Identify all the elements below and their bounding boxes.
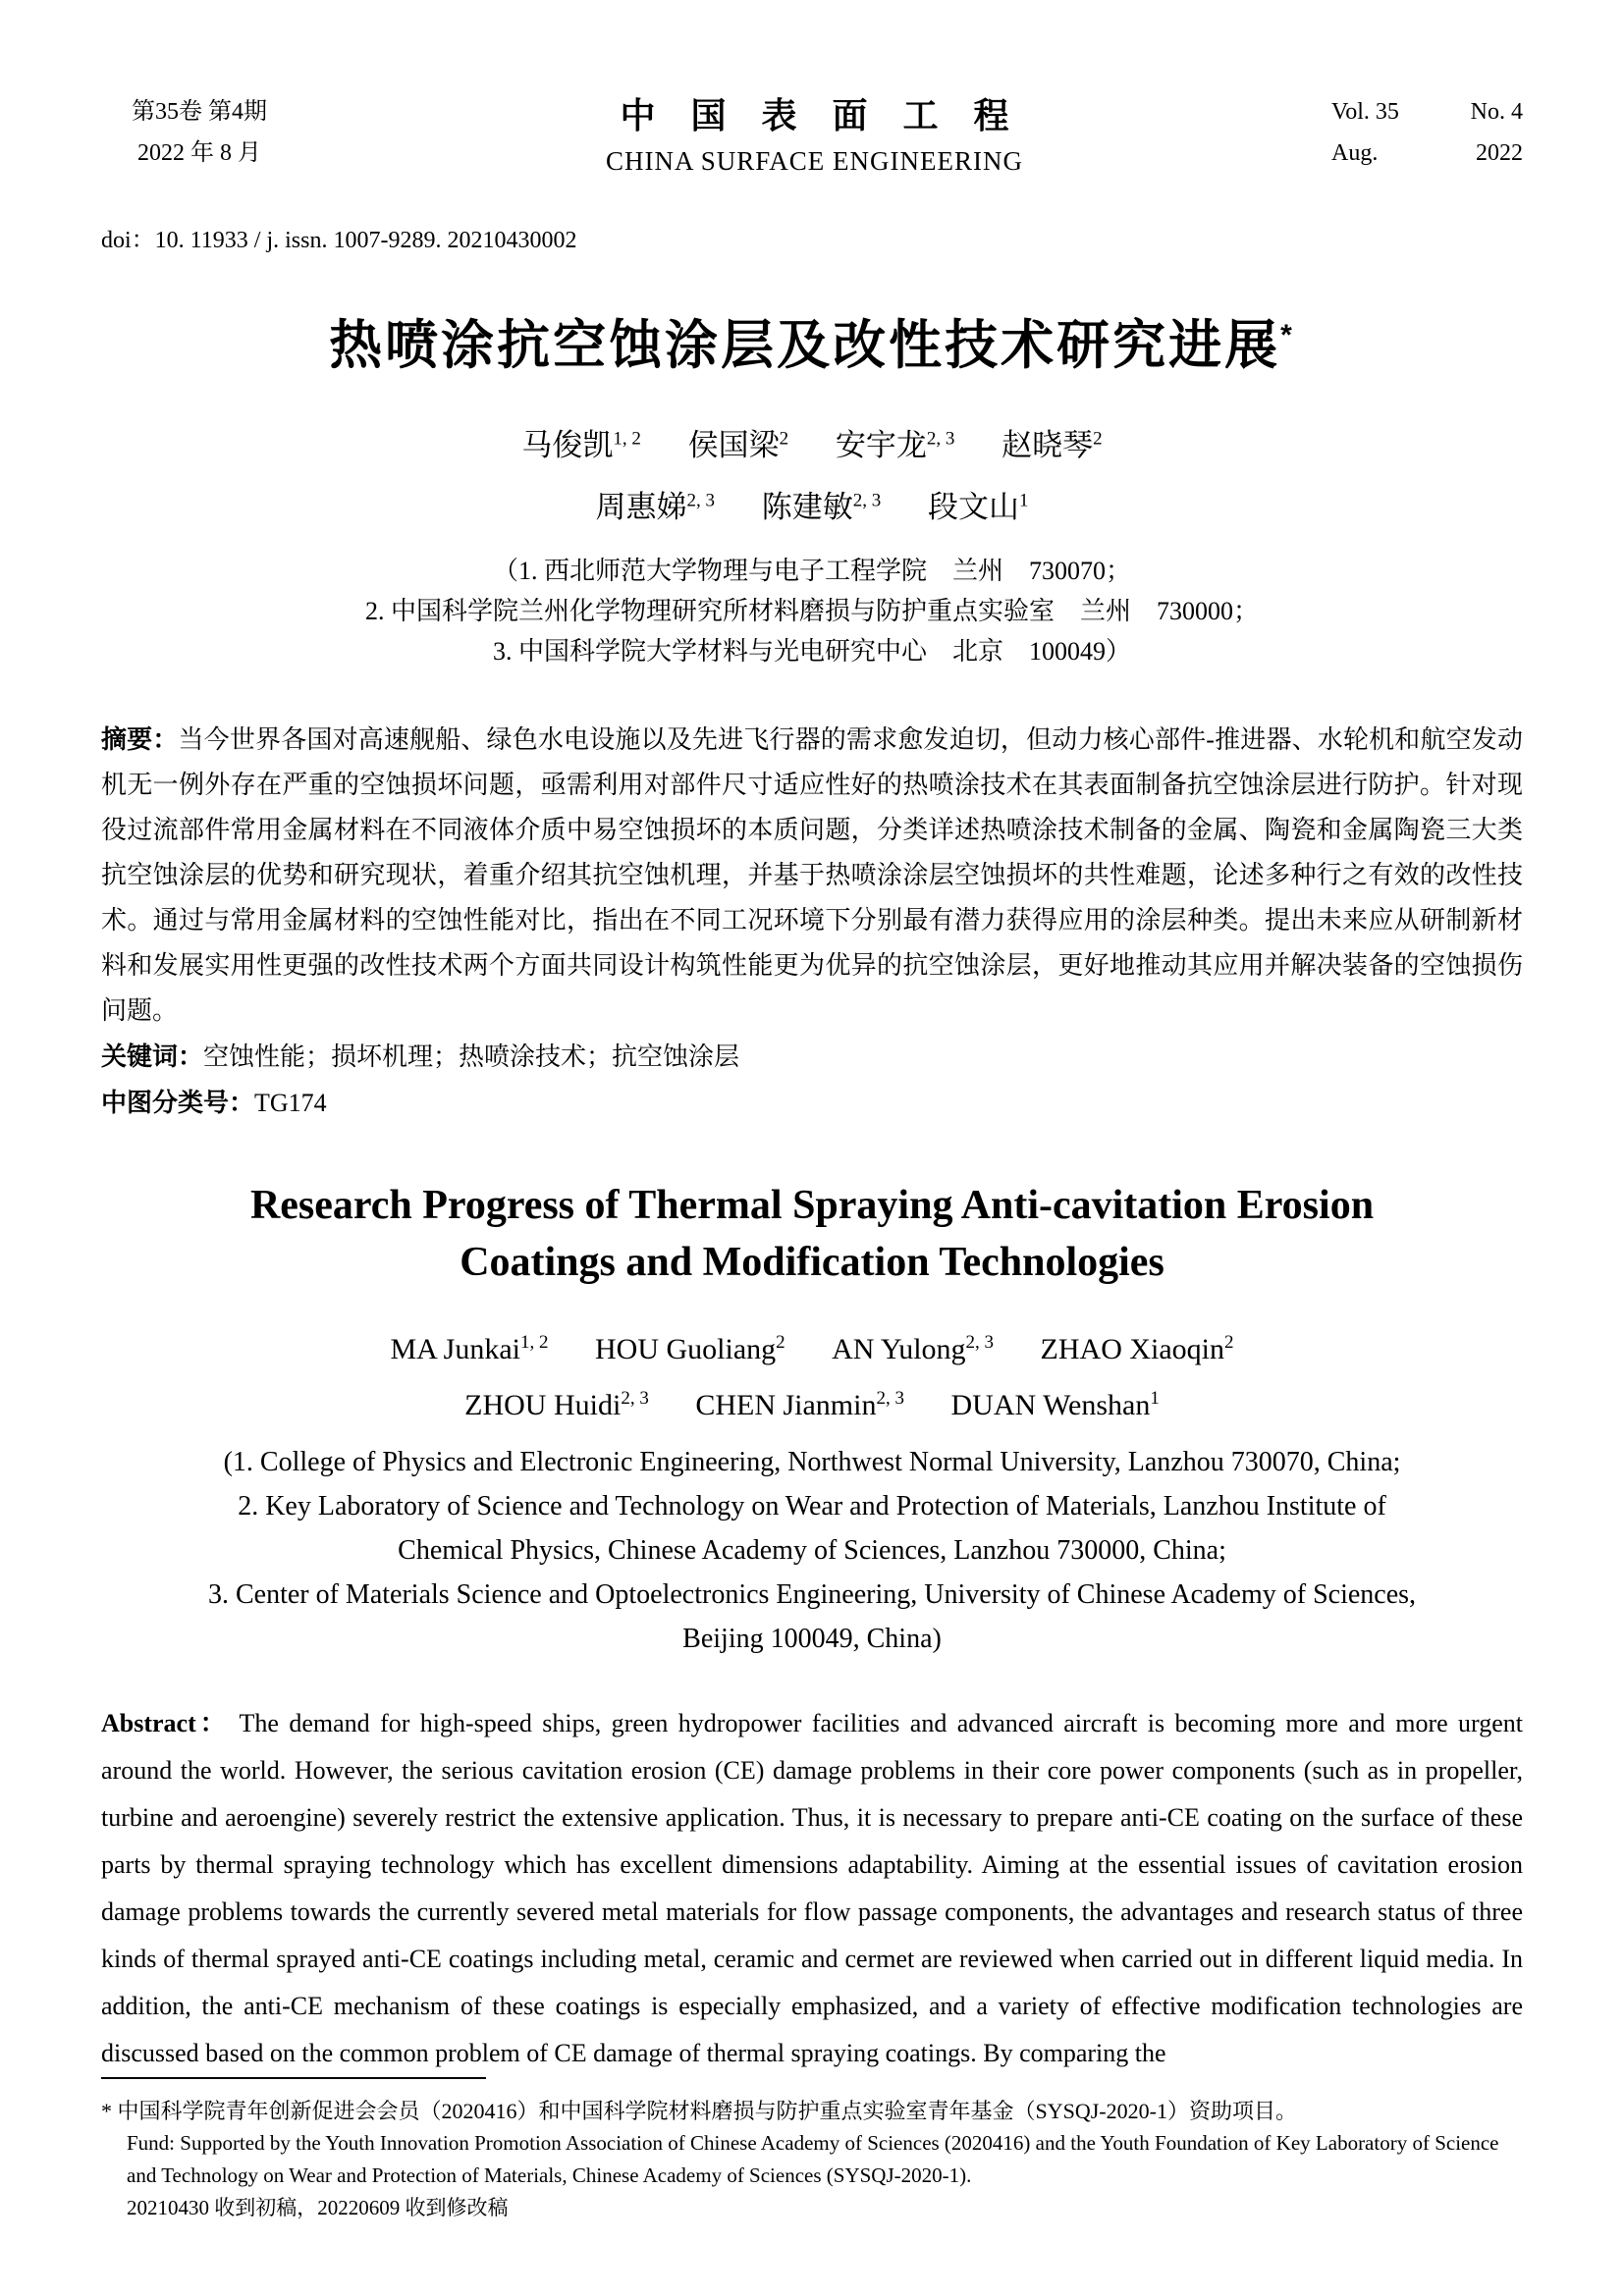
- abstract-en-label: Abstract：: [101, 1708, 230, 1737]
- author-cn: [688, 428, 789, 462]
- author-affiliation-sup: 1, 2: [613, 429, 641, 450]
- affiliation-en-line: (1. College of Physics and Electronic Engineering, Northwest Normal University, Lanzhou 730070, China;: [223, 1446, 1401, 1477]
- issue-info: [101, 91, 298, 174]
- footnote-rule: [101, 2077, 486, 2079]
- abstract-cn-text: 当今世界各国对高速舰船、绿色水电设施以及先进飞行器的需求愈发迫切，但动力核心部件-推进器、水轮机和航空发动机无一例外存在严重的空蚀损坏问题，亟需利用对部件尺寸适应性好的热喷涂技术在其表面制备抗空蚀涂层进行防护。针对现役过流部件常用金属材料在不同液体介质中易空蚀损坏的本质问题，分类详述热喷涂技术制备的金属、陶瓷和金属陶瓷三大类抗空蚀涂层的优势和研究现状，着重介绍其抗空蚀机理，并基于热喷涂涂层空蚀损坏的共性难题，论述多种行之有效的改性技术。通过与常用金属材料的空蚀性能对比，指出在不同工况环境下分别最有潜力获得应用的涂层种类。提出未来应从研制新材料和发展实用性更强的改性技术两个方面共同设计构筑性能更为优异的抗空蚀涂层，更好地推动其应用并解决装备的空蚀损伤问题。: [101, 724, 1523, 1025]
- year-en: 2022: [1476, 140, 1523, 166]
- volume-en: Vol. 35: [1331, 99, 1399, 125]
- keywords-label: 关键词：: [101, 1041, 204, 1071]
- author-affiliation-sup: 2: [1093, 429, 1103, 450]
- author-affiliation-sup: 1: [1019, 490, 1029, 511]
- author-en: [695, 1389, 904, 1421]
- author-en: [950, 1389, 1159, 1421]
- journal-name-cn: 中国表面工程: [620, 95, 1045, 135]
- affiliations-en: [101, 1440, 1523, 1661]
- affiliation-en-line: 2. Key Laboratory of Science and Technology on Wear and Protection of Materials, Lanzhou Institute of: [238, 1490, 1386, 1522]
- author-cn: [928, 490, 1029, 524]
- affiliation-en-line: 3. Center of Materials Science and Optoelectronics Engineering, University of Chinese Academy of Sciences,: [207, 1578, 1417, 1610]
- month-en: Aug.: [1331, 140, 1379, 166]
- volume-issue-cn: 第35卷 第4期: [132, 99, 267, 125]
- authors-en-line1: [101, 1318, 1523, 1374]
- author-affiliation-sup: 1: [1150, 1387, 1160, 1409]
- author-affiliation-sup: 2: [1224, 1331, 1234, 1353]
- footnote-fund-cn: * 中国科学院青年创新促进会会员（2020416）和中国科学院材料磨损与防护重点实验室青年基金（SYSQJ-2020-1）资助项目。: [101, 2098, 1297, 2123]
- author-name: 侯国梁: [687, 428, 780, 463]
- author-affiliation-sup: 2, 3: [621, 1387, 649, 1409]
- affiliations-cn: [101, 551, 1523, 671]
- authors-en-line2: [101, 1374, 1523, 1430]
- author-name: 赵晓琴: [1001, 428, 1094, 463]
- author-en: [464, 1389, 649, 1421]
- author-affiliation-sup: 2, 3: [926, 429, 955, 450]
- author-en: [390, 1333, 548, 1365]
- abstract-en: [101, 1700, 1523, 2077]
- affiliation-en-line: Chemical Physics, Chinese Academy of Sciences, Lanzhou 730000, China;: [398, 1534, 1226, 1566]
- author-affiliation-sup: 2, 3: [876, 1387, 904, 1409]
- author-affiliation-sup: 2: [779, 429, 789, 450]
- affiliation-en-line: Beijing 100049, China): [682, 1623, 942, 1654]
- author-name: ZHAO Xiaoqin: [1040, 1332, 1225, 1365]
- number-en: No. 4: [1470, 99, 1523, 125]
- journal-name-en: CHINA SURFACE ENGINEERING: [605, 146, 1023, 176]
- author-cn: [596, 490, 716, 524]
- footnote-fund-en: Fund: Supported by the Youth Innovation Promotion Association of Chinese Academy of Sciences (2020416) and the Youth Foundation of Key Laboratory of Science and Technology on Wear and Protection of Materials, Chinese Academy of Sciences (SYSQJ-2020-1).: [127, 2130, 1499, 2187]
- author-name: AN Yulong: [832, 1332, 966, 1365]
- clc-value: TG174: [254, 1088, 327, 1117]
- clc-label: 中图分类号：: [101, 1087, 255, 1117]
- author-affiliation-sup: 2, 3: [852, 490, 882, 511]
- authors-cn-line2: [101, 473, 1523, 534]
- author-cn: [762, 490, 882, 524]
- affiliation-cn-line: 2. 中国科学院兰州化学物理研究所材料磨损与防护重点实验室 兰州 730000；: [364, 596, 1259, 625]
- author-name: ZHOU Huidi: [464, 1388, 622, 1421]
- author-affiliation-sup: 1, 2: [519, 1331, 549, 1353]
- author-cn: [1001, 428, 1103, 462]
- affiliation-cn-line: （1. 西北师范大学物理与电子工程学院 兰州 730070；: [492, 556, 1131, 585]
- author-name: CHEN Jianmin: [695, 1388, 877, 1421]
- author-en: [595, 1333, 785, 1365]
- author-en: [1041, 1333, 1234, 1365]
- journal-header: [101, 88, 1523, 177]
- footnote: [101, 2077, 1523, 2224]
- author-name: MA Junkai: [390, 1332, 520, 1365]
- author-en: [832, 1333, 994, 1365]
- paper-title-cn-text: 热喷涂抗空蚀涂层及改性技术研究进展: [329, 316, 1281, 375]
- issue-info-en: [1331, 91, 1523, 174]
- author-name: 周惠娣: [595, 489, 687, 524]
- paper-title-en-line2: Coatings and Modification Technologies: [460, 1239, 1164, 1285]
- author-cn: [521, 428, 641, 462]
- volume-line-en: [1331, 91, 1523, 133]
- affiliation-cn-line: 3. 中国科学院大学材料与光电研究中心 北京 100049）: [492, 636, 1131, 666]
- keywords-line: [101, 1034, 1523, 1080]
- title-footnote-marker: *: [1280, 319, 1295, 351]
- author-affiliation-sup: 2: [776, 1331, 785, 1353]
- author-cn: [836, 428, 955, 462]
- abstract-en-text: The demand for high-speed ships, green hydropower facilities and advanced aircraft is becoming more and more urgent around the world. However, the serious cavitation erosion (CE) damage problems in their core power components (such as in propeller, turbine and aeroengine) severely restrict the extensive application. Thus, it is necessary to prepare anti-CE coating on the surface of these parts by thermal spraying technology which has excellent dimensions adaptability. Aiming at the essential issues of cavitation erosion damage problems towards the currently severed metal materials for flow passage components, the advantages and research status of three kinds of thermal sprayed anti-CE coatings including metal, ceramic and cermet are reviewed when carried out in different liquid media. In addition, the anti-CE mechanism of these coatings is especially emphasized, and a variety of effective modification technologies are discussed based on the common problem of CE damage of thermal spraying coatings. By comparing the: [101, 1708, 1523, 2067]
- abstract-cn: [101, 717, 1523, 1034]
- author-name: 安宇龙: [835, 428, 927, 463]
- author-name: 陈建敏: [761, 489, 853, 524]
- keywords-text: 空蚀性能；损坏机理；热喷涂技术；抗空蚀涂层: [203, 1041, 740, 1071]
- author-name: 段文山: [928, 489, 1019, 524]
- abstract-cn-label: 摘要：: [101, 723, 179, 754]
- authors-cn-line1: [101, 412, 1523, 473]
- paper-title-en-line1: Research Progress of Thermal Spraying Anti-cavitation Erosion: [249, 1182, 1375, 1228]
- paper-title-cn: [101, 303, 1523, 379]
- doi-line: doi：10. 11933 / j. issn. 1007-9289. 20210430002: [101, 228, 577, 253]
- author-name: HOU Guoliang: [594, 1332, 777, 1365]
- author-affiliation-sup: 2, 3: [686, 490, 715, 511]
- author-name: DUAN Wenshan: [950, 1388, 1151, 1421]
- footnote-received: 20210430 收到初稿，20220609 收到修改稿: [127, 2195, 509, 2219]
- author-affiliation-sup: 2, 3: [965, 1331, 995, 1353]
- author-name: 马俊凯: [521, 428, 614, 463]
- paper-title-en: [101, 1177, 1523, 1291]
- clc-line: [101, 1080, 1523, 1126]
- date-line-en: [1331, 133, 1523, 174]
- journal-name-block: [298, 88, 1331, 177]
- issue-date-cn: 2022 年 8 月: [137, 140, 261, 166]
